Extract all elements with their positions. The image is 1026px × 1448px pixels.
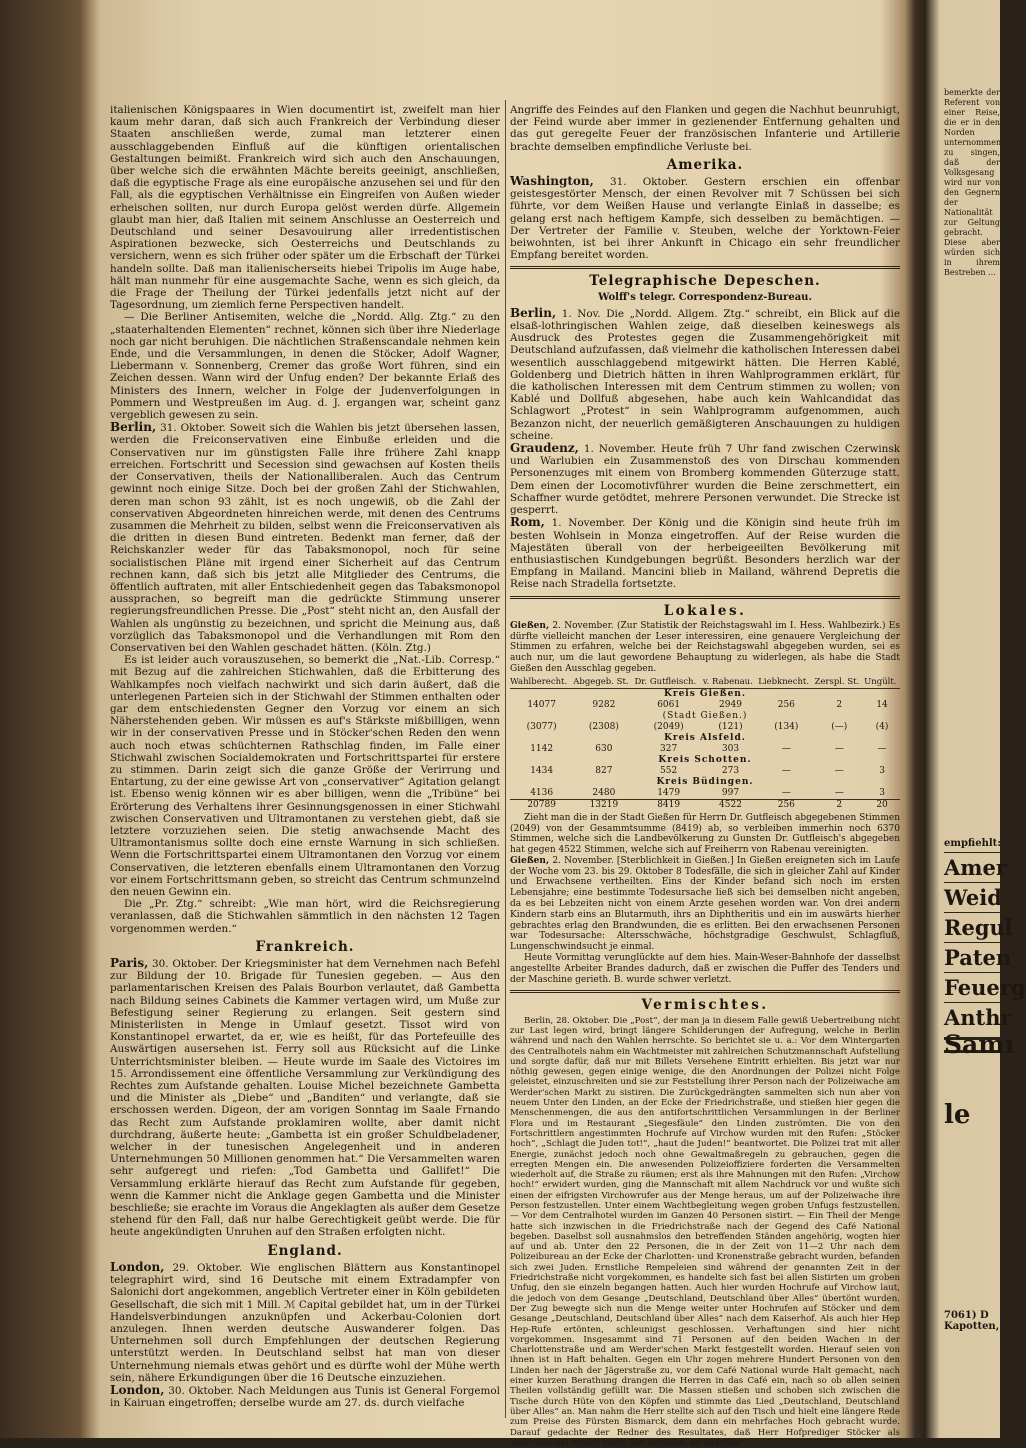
table-header: Zerspl. St.	[814, 677, 864, 689]
table-cell: 13219	[573, 799, 634, 811]
partial-text: bemerkte der Referent von einer Reise, die er in den Norden unternommen, zu singen, daß der Volksgesang wird nur von den Gegnern der Nationalität zur Geltung gebracht. Diese aber würden sich in ihrem Bestreben ...	[944, 88, 1004, 277]
article-body: 30. Oktober. Der Kriegsminister hat dem Vernehmen nach Befehl zur Bildung der 10. Brigade für Tunesien gegeben. — Aus den parlamentarischen Kreisen des Palais Bourbon verlautet, daß Gambetta nach Bildung seines Cabinets die Kammer vertagen wird, um Muße zur Befestigung seiner Regierung zu erlangen. Seit gestern sind Ministerlisten in Menge in Umlauf gesetzt. Tissot wird von Konstantinopel erwartet, da er, wie es heißt, für das Portefeuille des Auswärtigen ausersehen ist. Ferry soll aus Rücksicht auf die Linke Unterrichtsminister bleiben. — Heute wurde im Saale des Victoires im 15. Arrondissement eine öffentliche Versammlung zur Verkündigung des Rechtes zum Aufstande gehalten. Louise Michel bezeichnete Gambetta und die Minister als „Diebe“ und „Banditen“ und verlangte, daß sie erschossen werden. Digeon, der am vorigen Sonntag im Saale Frnando das Recht zum Aufstande proklamiren wollte, aber damit nicht durchdrang, äußerte heute: „Gambetta ist ein großer Schuldbeladener, welcher in der tunesischen Angelegenheit und in anderen Unternehmungen 50 Millionen genommen hat.“ Die Versammelten waren sehr aufgeregt und riefen: „Tod Gambetta und Gallifet!“ Die Versammlung erklärte hierauf das Recht zum Aufstande für gegeben, wenn die Kammer nicht die Anklage gegen Gambetta und die Minister beschließe; sie erachte im Voraus die Angeklagten als außer dem Gesetze stehend für den Fall, daß nur halbe Gerechtigkeit geübt werde. Die für heute angekündigten Unruhen auf den Straßen erfolgten nicht.	[110, 958, 500, 1239]
table-cell: 20	[864, 799, 900, 811]
dateline: Graudenz,	[510, 441, 579, 456]
table-total-row	[510, 799, 900, 811]
table-group-label: (Stadt Gießen.)	[662, 710, 748, 721]
dateline: Gießen,	[510, 620, 550, 631]
local-giessen-2	[510, 856, 900, 953]
article-body: 1. November. Heute früh 7 Uhr fand zwischen Czerwinsk und Warlubien ein Zusammenstoß des von Dirschau kommenden Personenzuges mit einem von Bromberg kommenden Güterzuge statt. Dem einen der Locomotivführer wurden die Beine zerschmettert, ein Schaffner wurde getödtet, mehrere Personen verwundet. Die Strecke ist gesperrt.	[510, 443, 900, 517]
table-cell: 3	[879, 787, 885, 798]
table-cell: 827	[595, 765, 613, 776]
article-text: — Die Berliner Antisemiten, welche die „Nordd. Allg. Ztg.“ zu den „staaterhaltenden Elementen“ rechnet, können sich über ihre Niederlage noch gar nicht beruhigen. Die nächtlichen Straßenscandale nehmen kein Ende, und die Versammlungen, in denen die Stöcker, Adolf Wagner, Liebermann v. Sonnenberg, Cremer das große Wort führen, sind ein Zeichen dessen. Wann wird der Unfug enden? Der bekannte Erlaß des Ministers des Innern, welcher in Folge der Judenverfolgungen in Pommern und Westpreußen im Aug. d. J. ergangen war, scheint ganz vergeblich gewesen zu sein.	[110, 311, 500, 422]
table-cell: (121)	[718, 721, 743, 732]
table-cell: —	[834, 787, 844, 798]
table-group-label: Kreis Büdingen.	[656, 776, 754, 787]
article-body: 2. November. (Zur Statistik der Reichstagswahl im I. Hess. Wahlbezirk.) Es dürfte vielleicht manchen der Leser interessiren, eine genauere Vergleichung der Stimmen zu erfahren, welche bei der Reichstagswahl abgegeben wurden, sei es auch nur, um die laut gewordene Behauptung zu widerlegen, als habe die Stadt Gießen den Ausschlag gegeben.	[510, 620, 900, 674]
article-body: 1. Nov. Die „Nordd. Allgem. Ztg.“ schreibt, ein Blick auf die elsaß-lothringischen Wahlen zeige, daß dieselben keineswegs als Ausdruck des Protestes gegen die Zusammengehörigkeit mit Deutschland aufzufassen, daß vielmehr die katholischen Interessen dabei wesentlich ausschlaggebend mitgewirkt hätten. Die Herren Kablé, Goldenberg und Dietrich hätten in ihren Wahlprogrammen erklärt, für die katholischen Interessen mit dem Centrum stimmen zu wollen; von Kablé und Dollfuß abgesehen, habe auch kein Wahlcandidat das Schlagwort „Protest“ in sein Wahlprogramm aufgenommen, auch Bezanzon nicht, der neuerlich gemäßigteren Anschauungen zu huldigen scheine.	[510, 307, 900, 442]
table-cell: 14077	[527, 699, 556, 710]
table-cell: —	[781, 765, 791, 776]
table-header: Ungült.	[864, 677, 900, 689]
table-cell: 1479	[657, 787, 681, 798]
article-paris	[110, 957, 500, 1239]
table-cell: 8419	[634, 799, 702, 811]
dateline: Berlin,	[110, 420, 157, 435]
ad-text: Kapotten,	[944, 1321, 1000, 1332]
article-berlin	[110, 421, 500, 654]
table-cell: 3	[879, 765, 885, 776]
telegram-rom	[510, 516, 900, 590]
section-heading-lokales: Lokales.	[663, 602, 747, 619]
section-rule	[510, 990, 900, 993]
ad-text: Samı	[944, 1030, 1015, 1059]
table-cell: 2	[836, 699, 843, 710]
table-cell: 4136	[530, 787, 554, 798]
ad-text: Amer	[944, 855, 1007, 880]
table-cell: 997	[721, 787, 740, 798]
table-cell: 9282	[592, 699, 616, 710]
section-heading-vermischtes: Vermischtes.	[641, 997, 769, 1014]
article-text: Heute Vormittag verunglückte auf dem hies. Main-Weser-Bahnhofe der dasselbst angestellte Arbeiter Brandes dadurch, daß er zwischen die Puffer des Tenders und der Maschine gerieth. B. wurde schwer verletzt.	[510, 953, 900, 985]
dateline: Washington,	[510, 174, 594, 189]
section-subheading: Wolff's telegr. Correspondenz-Bureau.	[598, 291, 812, 303]
table-cell: (134)	[774, 721, 799, 732]
table-header-row	[510, 677, 900, 689]
table-cell: —	[834, 765, 844, 776]
dateline: London,	[110, 1382, 165, 1397]
ad-text: empfiehlt:	[944, 838, 1001, 849]
table-cell: 2480	[592, 787, 616, 798]
table-cell: (2308)	[588, 721, 619, 732]
telegram-graudenz	[510, 442, 900, 516]
table-cell: 303	[721, 743, 740, 754]
article-text: Die „Pr. Ztg.“ schreibt: „Wie man hört, wird die Reichsregierung veranlassen, daß die Stichwahlen sämmtlich in den nächsten 12 Tagen vorgenommen werden.“	[110, 898, 500, 935]
article-text: Berlin, 28. Oktober. Die „Post“, der man ja in diesem Falle gewiß Uebertreibung nicht zur Last legen wird, bringt längere Schilderungen der Aufregung, welche in Berlin während und nach den Wahlen herrschte. So berichtet sie u. a.: Vor dem Wintergarten des Centralhotels nahm ein Wachtmeister mit zahlreichen Schutzmannschaft Aufstellung und sorgte dafür, daß nur mit Billets Versehene Eintritt erhielten. Bis jetzt war nur nöthig gewesen, gegen einige wenige, die den Anordnungen der Polizei nicht Folge geleistet, einzuschreiten und sie zur Feststellung ihrer Person nach der Polizeiwache am Werder'schen Markt zu sistiren. Die Zurückgedrängten sammelten sich nun aber von neuem Unter den Linden, an der Ecke der Friedrichstraße, und stießen hier gegen die Menschenmengen, die aus den antifortschrittlichen Versammlungen in der Berliner Flora und im Restaurant „Siegesfäule“ den Linden zuströmten. Die von den Fortschrittlern angestimmten Hochrufe auf Virchow wurden mit den Rufen: „Stöcker hoch“, „Schlagt die Juden tot!“, „haut die Juden!“ beantwortet. Die Polizei trat mit aller Energie, zunächst jedoch noch ohne Gewaltmaßregeln zu gebrauchen, gegen die erregten Mengen ein. Die anwesenden Polizeioffiziere forderten die Versammelten wiederholt auf, die Straße zu räumen; erst als ihre Mahnungen mit den Rufen: „Virchow hoch!“ erwidert wurden, ging die Mannschaft mit allem Nachdruck vor und wußte sich einen der eifrigsten Virchowrufer aus der Menge heraus, um auf der Polizeiwache ihre Person festzustellen. Unter einem Wachtbegleitung wegen groben Unfugs festzustellen. — Vor dem Centralhotel wurden im Ganzen 40 Personen sistirt. — Ein Theil der Menge hatte sich inzwischen in die Friedrichstraße nach der Gegend des Café National begeben. Daselbst soll ausnahmslos den betreffenden Ständen angehörig, wogten hier auf und ab. Unter den 22 Personen, die in der Zeit von 11—2 Uhr nach dem Polizeibureau an der Ecke der Charlotten- und Kronenstraße gebracht wurden, befanden sich zwei Juden. Ernstliche Rempeleien sind während der genannten Zeit in der Friedrichstraße nicht vorgekommen, es handelte sich fast bei allen Sistirten um groben Unfug, den sie einzeln begangen hatten. Auch hier wurden Hochrufe auf Virchow laut, die jedoch von dem Gesange „Deutschland, Deutschland über Alles“ übertönt wurden. Der Zug bewegte sich nun die Menge weiter unter Hochrufen auf Stöcker und dem Gesange „Deutschland, Deutschland über Alles“ nach dem Kaiserhof. Als auch hier Hep Hep-Rufe ertönten, schleunigst geschlossen. Verhaftungen sind hier nicht vorgekommen. Insgesammt sind 71 Personen auf den beiden Wachen in der Charlottenstraße und am Werder'schen Markt festgestellt worden. Hierauf seien von ihnen ist in Haft behalten. Gegen ein Uhr zogen mehrere Hundert Personen von den Linden her nach der Jägerstraße zu, vor dem Café National wurde Halt gemacht, nach einer kurzen Berathung drangen die Herren in das Café ein, nach so ob allen seinen Theilen vollständig gefüllt war. Die Massen stießen und schoben sich zwischen die Tische durch Hüte von den Köpfen und stimmte das Lied „Deutschland, Deutschland über Alles“ an. Man nahm die Herr stellte sich auf den Tisch und hielt eine längere Rede zum Preise des Fürsten Bismarck, dem dann ein mehrfaches Hoch gebracht wurde. Darauf gedachte der Redner des Resultates, daß Herr Hofprediger Stöcker als Wahlcandidat erzielt hatte. Bei derselbe, so ungefähr	[510, 1015, 900, 1448]
column-right-partial	[944, 88, 1026, 1408]
section-heading-amerika: Amerika.	[666, 156, 744, 173]
ad-text: 7061) D	[944, 1310, 989, 1321]
article-text: Angriffe des Feindes auf den Flanken und gegen die Nachhut beunruhigt, der Feind wurde aber immer in gezienender Entfernung gehalten und das gut geregelte Feuer der französischen Infanterie und Artillerie brachte demselben empfindliche Verluste bei.	[510, 104, 900, 153]
table-cell: 1142	[530, 743, 554, 754]
table-cell: 1434	[530, 765, 554, 776]
table-cell: 327	[660, 743, 678, 754]
table-cell: (2049)	[653, 721, 684, 732]
table-row	[510, 700, 900, 711]
article-body: 1. November. Der König und die Königin sind heute früh im besten Wohlsein in Monza eingetroffen. Auf der Reise wurden die Majestäten überall von der herbeigeeilten Bevölkerung mit enthusiastischen Kundgebungen begrüßt. Besonders herzlich war der Empfang in Mailand. Mancini blieb in Mailand, während Depretis die Reise nach Stradella fortsetzte.	[510, 517, 900, 591]
column-left	[110, 104, 500, 1409]
table-cell: —	[877, 743, 887, 754]
table-group-label: Kreis Alsfeld.	[664, 732, 746, 743]
table-row	[510, 788, 900, 800]
section-rule	[510, 596, 900, 599]
table-header: Abgegeb. St.	[573, 677, 634, 689]
table-cell: 6061	[657, 699, 681, 710]
table-cell: 256	[777, 699, 795, 710]
section-heading-frankreich: Frankreich.	[255, 938, 355, 955]
table-cell: (—)	[831, 721, 848, 732]
table-row	[510, 722, 900, 733]
article-text: Zieht man die in der Stadt Gießen für Herrn Dr. Gutfleisch abgegebenen Stimmen (2049) von der Gesammtsumme (8419) ab, so verbleiben immerhin noch 6370 Stimmen, welche sich die Landbevölkerung zu Gunsten Dr. Gutfleisch's abgegeben hat gegen 4522 Stimmen, welche sich auf Freiherrn von Rabenau vereinigten.	[510, 812, 900, 856]
dateline: Gießen,	[510, 855, 550, 866]
article-body: 31. Oktober. Soweit sich die Wahlen bis jetzt übersehen lassen, werden die Freiconservativen eine Einbuße erleiden und die Conservativen nur im günstigsten Falle ihre frühere Zahl knapp erreichen. Fortschritt und Secession sind gewachsen auf Kosten theils der Conservativen, theils der Nationalliberalen. Auch das Centrum gewinnt noch einige Sitze. Doch bei der großen Zahl der Stichwahlen, deren man schon 93 zählt, ist es noch ungewiß, ob die Zahl der conservativen Abgeordneten hinreichen werde, mit denen des Centrums zusammen die Mehrheit zu bilden, selbst wenn die Freiconservativen als die dritten in diesen Bund eintreten. Bedenkt man ferner, daß der Reichskanzler weder für das Tabaksmonopol, noch für seine socialistischen Pläne mit irgend einer Sicherheit auf das Centrum rechnen kann, daß sich bis jetzt alle Mitglieder des Centrums, die öffentlich auftraten, mit aller Entschiedenheit gegen das Tabaksmonopol aussprachen, so begreift man die gedrückte Stimmung unserer regierungsfreundlichen Presse. Die „Post“ steht nicht an, den Ausfall der Wahlen als ungünstig zu bezeichnen, und spricht die Meinung aus, daß vorzüglich das Tabaksmonopol und die Verhandlungen mit Rom den Conservativen bei den Wahlen geschadet hätten. (Köln. Ztg.)	[110, 422, 500, 654]
ad-text: Paten	[944, 945, 1012, 970]
ad-text: Feuerg	[944, 975, 1026, 1000]
article-washington	[510, 175, 900, 261]
ad-text: le	[944, 1100, 971, 1130]
section-rule	[510, 266, 900, 269]
article-london	[110, 1261, 500, 1384]
table-header: Dr. Gutfleisch.	[634, 677, 702, 689]
table-cell: 273	[721, 765, 740, 776]
article-body: 31. Oktober. Gestern erschien ein offenbar geistesgestörter Mensch, der einen Revolver mit 7 Schüssen bei sich führte, vor dem Weißen Hause und verlangte Einlaß in dasselbe; es gelang erst nach heftigem Kampfe, sich desselben zu bemächtigen. — Der Vertreter der Familie v. Steuben, welche der Yorktown-Feier beiwohnten, ist bei ihrer Ankunft in Chicago ein sehr freundlicher Empfang bereitet worden.	[510, 176, 900, 262]
table-group-label: Kreis Schotten.	[658, 754, 752, 765]
ad-text: Weid	[944, 885, 1002, 910]
table-cell: 4522	[703, 799, 758, 811]
ad-text: Regul	[944, 915, 1013, 940]
article-body: 2. November. [Sterblichkeit in Gießen.] In Gießen ereigneten sich im Laufe der Woche vom 23. bis 29. Oktober 8 Todesfälle, die sich in gleicher Zahl auf Kinder und Erwachsene vertheilten. Eins der Kinder befand sich noch im ersten Lebensjahre; eine bestimmte Todesursache ließ sich bei demselben nicht angeben, da es bei Lebzeiten nicht von einem Arzte gesehen worden war. Von drei andern Kindern starb eins an Blutarmuth, ihrs an Diphtheritis und ein im auswärts hierher gebrachtes erlag den Brandwunden, die es erlitten. Bei den erwachsenen Personen war Todesursache: Altersschwäche, höchstgradige Geschwulst, Schlagfluß, Lungenschwindsucht je einmal.	[510, 855, 900, 953]
column-rule	[505, 100, 506, 1418]
article-body: 29. Oktober. Wie englischen Blättern aus Konstantinopel telegraphirt wird, sind 16 Deutsche mit einem Extradampfer von Salonichi dort angekommen, angeblich Vertreter einer in Köln gebildeten Gesellschaft, die sich mit 1 Mill. ℳ Capital gebildet hat, um in der Türkei Handelsverbindungen anzuknüpfen und Ackerbau-Colonien dort anzulegen. Ihnen werden deutsche Auswanderer folgen. Das Unternehmen soll durch Empfehlungen der deutschen Regierung unterstützt werden. In Deutschland selbst hat man von dieser Unternehmung niemals etwas gehört und es dürfte wohl der Mühe werth sein, nähere Erkundigungen über die 16 Deutsche einzuziehen.	[110, 1261, 500, 1384]
table-cell: —	[781, 743, 791, 754]
article-text: Es ist leider auch vorauszusehen, so bemerkt die „Nat.-Lib. Corresp.“ mit Bezug auf die zahlreichen Stichwahlen, daß die Erbitterung des Wahlkampfes noch vielfach nachwirkt und sich darin äußert, daß die unterlegenen Parteien sich in der Stichwahl der Stimmen enthalten oder gar dem entschiedensten Gegner den Vorzug vor einem an sich Näherstehenden geben. Wir müssen es auf's Stärkste mißbilligen, wenn wir in der conservativen Presse und in Stöcker'schen Reden den wenn auch noch etwas schüchternen Rathschlag finden, im Falle einer Stichwahl zwischen Socialdemokraten und Fortschrittspartei für erstere zu stimmen. Darin zeigt sich die ganze Größe der Verirrung und Entartung, zu der eine gewisse Art von „conservativer“ Agitation gelangt ist. Ebenso wenig können wir es aber billigen, wenn die „Tribüne“ bei Erörterung des Verhaltens ihrer Gesinnungsgenossen in einer Stichwahl zwischen Conservativen und Ultramontanen zu verstehen giebt, daß sie letztere vorzuziehen seien. Die stetig anwachsende Macht des Ultramontanismus sollte doch eine ernste Warnung in sich schließen. Wenn die Fortschrittspartei einem Ultramontanen den Vorzug vor einem Conservativen, die letzteren ebenfalls einem Ultramontanen den Vorzug vor einem Fortschrittsmann geben, so streicht das Centrum schmunzelnd den neuen Gewinn ein.	[110, 654, 500, 898]
dateline: Rom,	[510, 515, 545, 530]
table-cell: 256	[758, 799, 814, 811]
table-row	[510, 744, 900, 755]
table-group-label: Kreis Gießen.	[664, 688, 746, 699]
table-cell: 630	[595, 743, 613, 754]
ad-text: Anthr	[944, 1005, 1012, 1030]
local-giessen	[510, 621, 900, 675]
article-text: italienischen Königspaares in Wien documentirt ist, zweifelt man hier kaum mehr daran, daß sich auch Frankreich der Verbindung dieser Staaten anschließen werde, zumal man letzterer einen ausschlaggebenden Einfluß auf die künftigen orientalischen Gestaltungen beimißt. Frankreich wird sich auch den Anschauungen, über welche sich die erwähnten Mächte bereits geeinigt, anschließen, daß die egyptische Frage als eine europäische anzusehen sei und für den Fall, als die egyptischen Verhältnisse ein Eingreifen von Außen wieder erheischen sollten, nur durch Europa gelöst werden dürfe. Allgemein glaubt man hier, daß Italien mit seinem Anschlusse an Oesterreich und Deutschland und seiner Desavouirung aller irredentistischen Aspirationen bezwecke, sich Oesterreichs und Deutschlands zu versichern, wenn es sich früher oder später um die Erbschaft der Türkei handeln sollte. Daß man italienischerseits hiebei Tripolis im Auge habe, hält man nunmehr für eine ausgemachte Sache, wenn es sich gleich, da die Frage der Theilung der Türkei jedenfalls jetzt nicht auf der Tagesordnung, um ziemlich ferne Perspectiven handelt.	[110, 104, 500, 312]
dateline: London,	[110, 1259, 165, 1274]
article-london-2	[110, 1384, 500, 1409]
section-heading-telegraphische: Telegraphische Depeschen.	[589, 273, 821, 290]
article-body: 30. Oktober. Nach Meldungen aus Tunis ist General Forgemol in Kairuan eingetroffen; derselbe wurde am 27. ds. durch vielfache	[110, 1384, 500, 1410]
table-cell: (4)	[875, 721, 889, 732]
table-header: Liebknecht.	[758, 677, 814, 689]
table-cell: —	[781, 787, 791, 798]
table-header: Wahlberecht.	[510, 677, 573, 689]
telegram-berlin	[510, 307, 900, 442]
dateline: Paris,	[110, 956, 149, 971]
table-row	[510, 766, 900, 777]
table-cell: 552	[660, 765, 678, 776]
table-header: v. Rabenau.	[703, 677, 758, 689]
table-cell: (3077)	[526, 721, 557, 732]
table-cell: 20789	[510, 799, 573, 811]
table-cell: 2	[814, 799, 864, 811]
table-cell: 14	[876, 699, 888, 710]
table-cell: 2949	[719, 699, 742, 710]
table-cell: —	[834, 743, 844, 754]
column-middle	[510, 104, 900, 1448]
section-heading-england: England.	[267, 1242, 343, 1259]
election-table	[510, 677, 900, 811]
dateline: Berlin,	[510, 305, 557, 320]
